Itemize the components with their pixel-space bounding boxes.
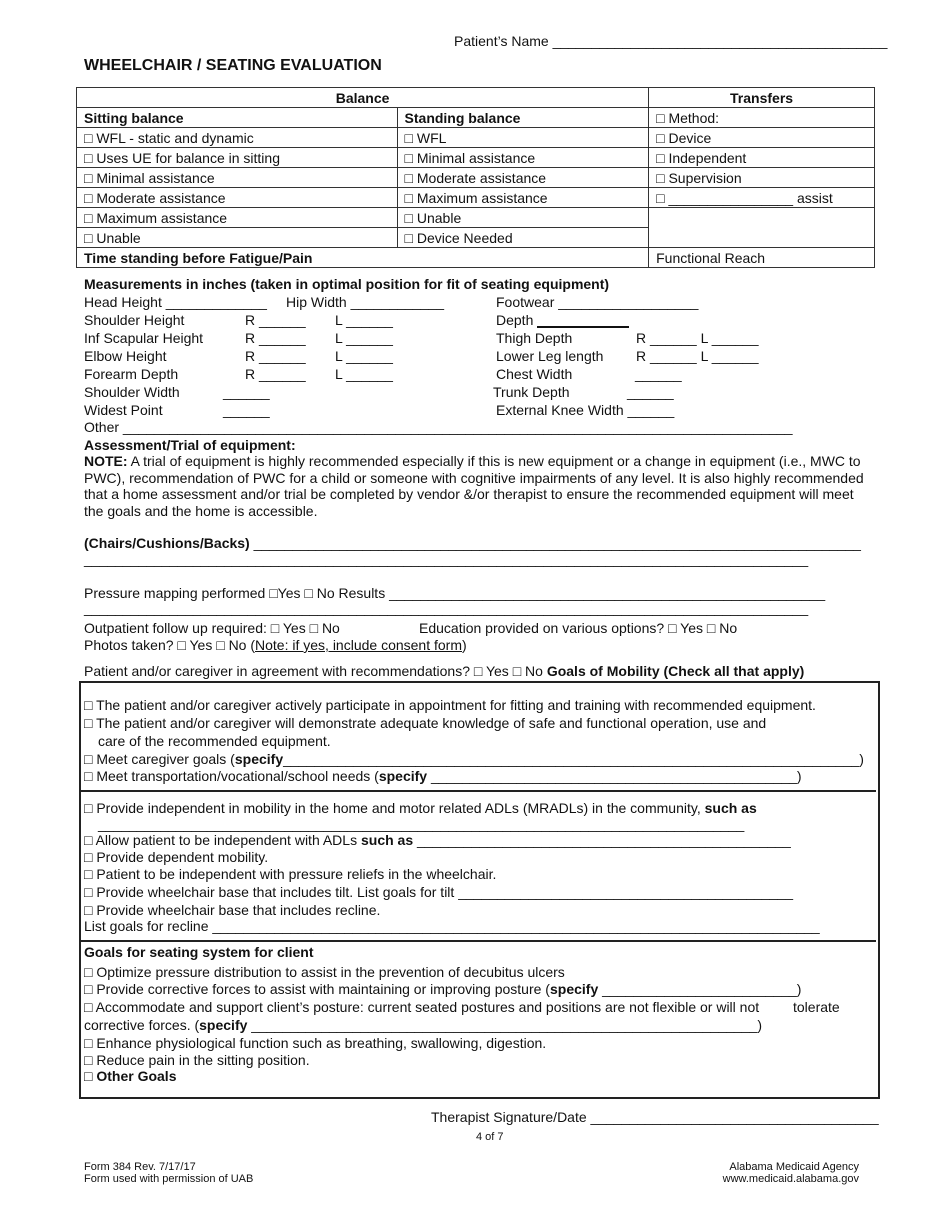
specify-label: specify: [378, 768, 428, 784]
transfers-header: Transfers: [649, 88, 875, 108]
goal-knowledge[interactable]: □ The patient and/or caregiver will demonstrate adequate knowledge of safe and functional operation, use and: [84, 715, 767, 731]
outpatient-followup[interactable]: Outpatient follow up required: □ Yes □ No: [84, 620, 340, 636]
goal-transportation[interactable]: [84, 768, 802, 784]
functional-reach-field[interactable]: Functional Reach: [649, 248, 875, 268]
transfer-option[interactable]: □ Method:: [649, 108, 875, 128]
goal-caregiver-text: □ Meet caregiver goals (: [84, 751, 235, 767]
forearm-depth-right[interactable]: R ______: [245, 366, 306, 382]
sitting-option[interactable]: □ Maximum assistance: [77, 208, 398, 228]
pressure-mapping-row[interactable]: Pressure mapping performed □Yes □ No Results ________________________________________________________: [84, 585, 826, 601]
goal-corrective-forces[interactable]: [84, 981, 801, 997]
goal-corrective-text: □ Provide corrective forces to assist with maintaining or improving posture (: [84, 981, 550, 997]
specify-label: specify: [199, 1017, 248, 1033]
goal-independent-line[interactable]: ___________________________________________________________________________________: [98, 816, 745, 832]
chest-width-field[interactable]: ______: [635, 366, 682, 382]
goal-accommodate[interactable]: □ Accommodate and support client’s posture: current seated postures and positions are not flexible or will not: [84, 999, 760, 1015]
agency-name: Alabama Medicaid Agency: [729, 1161, 859, 1173]
recline-goals-field[interactable]: List goals for recline ______________________________________________________________________________: [84, 918, 820, 934]
agreement-row[interactable]: [84, 663, 804, 679]
standing-balance-header: Standing balance: [397, 108, 649, 128]
goal-recline[interactable]: □ Provide wheelchair base that includes recline.: [84, 902, 381, 918]
head-height-field[interactable]: Head Height _____________: [84, 294, 267, 310]
form-number: Form 384 Rev. 7/17/17: [84, 1161, 196, 1173]
agreement-text: Patient and/or caregiver in agreement with recommendations? □ Yes □ No: [84, 663, 547, 679]
goal-transport-line: _______________________________________________): [427, 768, 802, 784]
standing-option[interactable]: □ Unable: [397, 208, 649, 228]
sitting-option[interactable]: □ Unable: [77, 228, 398, 248]
assessment-heading: Assessment/Trial of equipment:: [84, 437, 296, 453]
goals-mobility-heading: Goals of Mobility (Check all that apply): [546, 663, 805, 679]
goal-transport-text: □ Meet transportation/vocational/school needs (: [84, 768, 379, 784]
goals-divider-2: [80, 940, 876, 942]
shoulder-height-right[interactable]: R ______: [245, 312, 306, 328]
photos-label: Photos taken? □ Yes □ No (: [84, 637, 256, 653]
such-as-label: such as: [704, 800, 757, 816]
standing-option[interactable]: □ Minimal assistance: [397, 148, 649, 168]
widest-point-label: Widest Point: [84, 402, 163, 418]
goals-divider-1: [80, 790, 876, 792]
elbow-height-left[interactable]: L ______: [335, 348, 393, 364]
chairs-label: (Chairs/Cushions/Backs): [84, 535, 250, 551]
goal-tilt[interactable]: □ Provide wheelchair base that includes tilt. List goals for tilt ___________________________________________: [84, 884, 793, 900]
shoulder-width-label: Shoulder Width: [84, 384, 180, 400]
goal-adls-text: □ Allow patient to be independent with ADLs: [84, 832, 361, 848]
goal-dependent-mobility[interactable]: □ Provide dependent mobility.: [84, 849, 269, 865]
sitting-option[interactable]: □ Uses UE for balance in sitting: [77, 148, 398, 168]
transfer-option[interactable]: □ Independent: [649, 148, 875, 168]
widest-point-field[interactable]: ______: [223, 402, 270, 418]
shoulder-height-label: Shoulder Height: [84, 312, 185, 328]
trunk-depth-field[interactable]: ______: [627, 384, 674, 400]
footwear-field[interactable]: Footwear __________________: [496, 294, 699, 310]
transfer-option[interactable]: □ ________________ assist: [649, 188, 875, 208]
inf-scapular-right[interactable]: R ______: [245, 330, 306, 346]
shoulder-height-left[interactable]: L ______: [335, 312, 393, 328]
measurements-heading: Measurements in inches (taken in optimal position for fit of seating equipment): [84, 276, 610, 292]
photos-taken[interactable]: [84, 637, 467, 653]
goal-adls-line: ________________________________________________: [413, 832, 791, 848]
goal-pressure-distribution[interactable]: □ Optimize pressure distribution to assist in the prevention of decubitus ulcers: [84, 964, 565, 980]
thigh-depth-rl[interactable]: R ______ L ______: [636, 330, 759, 346]
elbow-height-label: Elbow Height: [84, 348, 167, 364]
goal-accommodate-tolerate: tolerate: [793, 999, 840, 1015]
chairs-field[interactable]: [84, 535, 861, 551]
time-standing-field[interactable]: Time standing before Fatigue/Pain: [77, 248, 649, 268]
goal-participate[interactable]: □ The patient and/or caregiver actively participate in appointment for fitting and training with recommended equipment.: [84, 697, 816, 713]
standing-option[interactable]: □ Device Needed: [397, 228, 649, 248]
forearm-depth-label: Forearm Depth: [84, 366, 179, 382]
inf-scapular-left[interactable]: L ______: [335, 330, 393, 346]
page-title: WHEELCHAIR / SEATING EVALUATION: [84, 57, 382, 74]
forearm-depth-left[interactable]: L ______: [335, 366, 393, 382]
patient-name-field[interactable]: Patient’s Name ___________________________________________: [454, 33, 888, 49]
standing-option[interactable]: □ Moderate assistance: [397, 168, 649, 188]
goal-knowledge-cont: care of the recommended equipment.: [98, 733, 331, 749]
sitting-option[interactable]: □ WFL - static and dynamic: [77, 128, 398, 148]
goal-caregiver-line: __________________________________________________________________________): [283, 751, 864, 767]
pressure-line-2[interactable]: _____________________________________________________________________________________________: [84, 600, 809, 616]
elbow-height-right[interactable]: R ______: [245, 348, 306, 364]
goal-accommodate-line: _________________________________________________________________): [247, 1017, 763, 1033]
trunk-depth-label: Trunk Depth: [493, 384, 570, 400]
goal-accommodate-text: corrective forces. (: [84, 1017, 200, 1033]
goal-other[interactable]: □ Other Goals: [84, 1068, 177, 1084]
chairs-line: ______________________________________________________________________________: [249, 535, 861, 551]
note-text: A trial of equipment is highly recommended especially if this is new equipment or a change in equipment (i.e., MWC to PWC), recommendation of PWC for a child or someone with cognitive impairments of any level. It is also highly recommended that a home assessment and/or trial be completed by vendor &/or therapist to ensure the recommended equipment will meet the goals and the home is accessible.: [84, 453, 864, 519]
goal-independent-text: □ Provide independent in mobility in the home and motor related ADLs (MRADLs) in the community,: [84, 800, 705, 816]
agency-website[interactable]: www.medicaid.alabama.gov: [722, 1173, 859, 1185]
specify-label: specify: [234, 751, 284, 767]
assessment-note: [84, 453, 874, 519]
goal-caregiver[interactable]: [84, 751, 864, 767]
goal-pressure-reliefs[interactable]: □ Patient to be independent with pressure reliefs in the wheelchair.: [84, 866, 497, 882]
thigh-depth-label: Thigh Depth: [496, 330, 573, 346]
depth-field[interactable]: [537, 312, 629, 328]
lower-leg-label: Lower Leg length: [496, 348, 604, 364]
goal-adls[interactable]: [84, 832, 791, 848]
standing-option[interactable]: □ Maximum assistance: [397, 188, 649, 208]
sitting-option[interactable]: □ Minimal assistance: [77, 168, 398, 188]
goal-independent-mobility[interactable]: [84, 800, 757, 816]
external-knee-field[interactable]: External Knee Width ______: [496, 402, 675, 418]
transfer-blank-cell: [649, 208, 875, 248]
balance-transfers-table: [76, 87, 875, 268]
inf-scapular-label: Inf Scapular Height: [84, 330, 204, 346]
goal-physiological[interactable]: □ Enhance physiological function such as breathing, swallowing, digestion.: [84, 1035, 547, 1051]
seating-goals-heading: Goals for seating system for client: [84, 944, 314, 960]
goal-accommodate-cont[interactable]: [84, 1017, 762, 1033]
shoulder-width-field[interactable]: ______: [223, 384, 270, 400]
therapist-signature-field[interactable]: Therapist Signature/Date _____________________________________: [431, 1109, 879, 1125]
lower-leg-rl[interactable]: R ______ L ______: [636, 348, 759, 364]
hip-width-field[interactable]: Hip Width ____________: [286, 294, 445, 310]
goal-corrective-line: _________________________): [598, 981, 802, 997]
photos-end: ): [462, 637, 467, 653]
photos-note: Note: if yes, include consent form: [255, 637, 463, 653]
sitting-option[interactable]: □ Moderate assistance: [77, 188, 398, 208]
sitting-balance-header: Sitting balance: [77, 108, 398, 128]
goal-reduce-pain[interactable]: □ Reduce pain in the sitting position.: [84, 1052, 310, 1068]
balance-header: Balance: [77, 88, 649, 108]
chairs-line-2[interactable]: _____________________________________________________________________________________________: [84, 551, 809, 567]
such-as-label: such as: [360, 832, 414, 848]
note-label: NOTE:: [84, 453, 128, 469]
page-number: 4 of 7: [476, 1131, 504, 1143]
education-provided[interactable]: Education provided on various options? □ Yes □ No: [419, 620, 738, 636]
transfer-option[interactable]: □ Device: [649, 128, 875, 148]
specify-label: specify: [549, 981, 599, 997]
depth-label: Depth: [496, 312, 534, 328]
form-permission: Form used with permission of UAB: [84, 1173, 254, 1185]
standing-option[interactable]: □ WFL: [397, 128, 649, 148]
chest-width-label: Chest Width: [496, 366, 573, 382]
other-field[interactable]: Other ______________________________________________________________________________________: [84, 419, 793, 435]
transfer-option[interactable]: □ Supervision: [649, 168, 875, 188]
